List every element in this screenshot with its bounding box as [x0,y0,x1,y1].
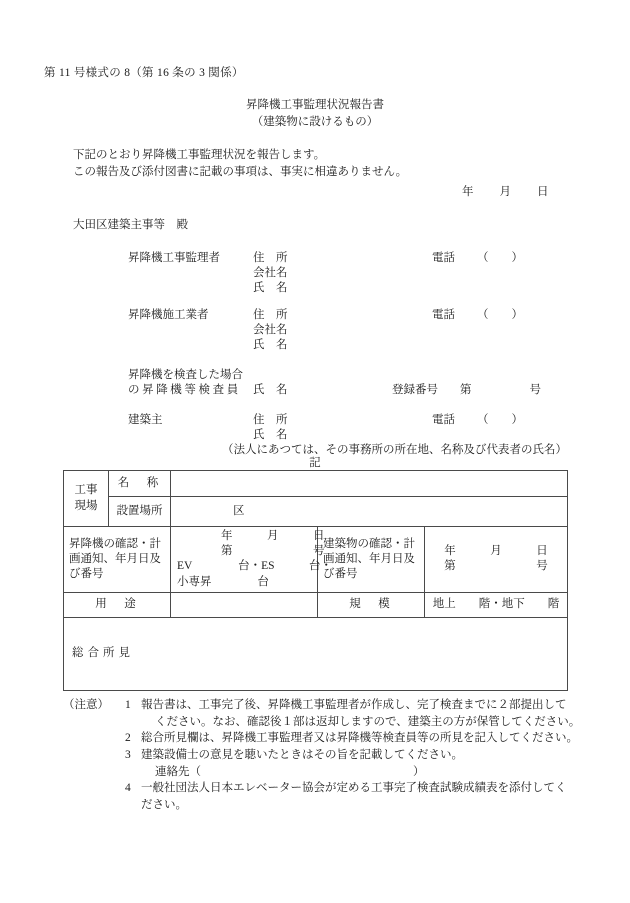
inspector-role-label-line1: 昇降機を検査した場合 [128,369,243,381]
date-year-label: 年 [462,186,474,198]
ki-mark: 記 [309,457,321,469]
owner-role-label: 建築主 [128,414,163,426]
owner-corporate-note: （法人にあつては、その事務所の所在地、名称及び代表者の氏名） [222,444,567,456]
scale-label-cell [318,592,425,617]
contractor-tel-label: 電話 [432,309,455,321]
supervisor-address-label: 住 所 [253,252,288,264]
date-line [462,183,549,199]
site-place-label-cell [109,497,171,527]
addressee: 大田区建築主事等 殿 [73,219,188,231]
owner-tel-parens: （ ） [477,414,523,426]
intro-line-2: この報告及び添付図書に記載の事項は、事実に相違ありません。 [73,166,408,178]
intro-line-1: 下記のとおり昇降機工事監理状況を報告します。 [73,149,326,161]
contact-label: 連絡先（ [155,765,201,778]
date-month-label: 月 [499,186,511,198]
use-label-cell [64,592,171,617]
note-item [63,730,593,747]
form-number: 第 11 号様式の 8（第 16 条の 3 関係） [44,67,244,79]
supervisor-company-label: 会社名 [253,267,288,279]
supervisor-name-label: 氏 名 [253,282,288,294]
note-number: 4 [125,782,131,795]
site-place-value: 区 [233,504,245,517]
overall-opinion-cell[interactable] [64,617,568,690]
building-number-line: 第 号 [444,560,548,573]
note-text: 総合所見欄は、昇降機工事監理者又は昇降機等検査員等の所見を記入してください。 [141,732,578,745]
note-continuation: ください。なお、確認後１部は返却しますので、建築主の方が保管してください。 [155,715,581,728]
contractor-name-label: 氏 名 [253,339,288,351]
contractor-tel [432,306,523,322]
note-text: 報告書は、工事完了後、昇降機工事監理者が作成し、完了検査までに２部提出して [141,699,567,711]
notes-section [63,697,593,814]
site-name-label: 名 称 [117,476,162,489]
elevator-approval-value-cell[interactable] [171,527,333,593]
document-title: 昇降機工事監理状況報告書 [246,99,384,111]
site-label-cell [64,471,109,527]
inspector-registration [392,381,541,397]
contact-line [63,764,593,781]
note-item [63,780,593,797]
contact-close-paren: ） [413,765,425,778]
building-approval-label-cell [318,527,425,593]
scale-label: 規 模 [349,598,393,611]
owner-address-label: 住 所 [253,414,288,426]
note-text: 建築設備士の意見を聴いたときはその旨を記載してください。 [141,749,463,762]
supervisor-tel [432,249,523,265]
contractor-tel-parens: （ ） [477,309,523,321]
contractor-company-label: 会社名 [253,324,288,336]
supervisor-tel-label: 電話 [432,252,455,264]
site-place-value-cell[interactable] [171,497,568,527]
note-item [63,697,593,714]
document-subtitle: （建築物に設けるもの） [251,116,379,128]
scale-value-cell[interactable] [425,592,568,617]
note-continuation: ださい。 [141,799,187,812]
table-row-site-place [64,497,568,527]
owner-tel-label: 電話 [432,414,455,426]
site-label: 工事 現場 [74,484,98,512]
date-day-label: 日 [537,186,549,198]
contractor-address-label: 住 所 [253,309,288,321]
site-name-value-cell[interactable] [171,471,568,497]
note-text: 一般社団法人日本エレベーター協会が定める工事完了検査試験成績表を添付してく [141,782,567,795]
building-date-line: 年 月 日 [444,545,548,558]
table-row-site-name [64,471,568,497]
table-row-overall-opinion [64,617,568,690]
contractor-role-label: 昇降機施工業者 [128,309,209,321]
note-number: 2 [125,732,131,745]
note-number: 1 [125,699,131,711]
elevator-ev-line: EV 台・ES 台・ [177,560,333,573]
owner-name-label: 氏 名 [253,429,288,441]
use-value-cell[interactable] [171,592,318,617]
elevator-date-line: 年 月 日 [221,530,325,542]
elevator-small-line: 小専昇 台 [177,575,269,588]
owner-tel [432,411,523,427]
supervisor-tel-parens: （ ） [477,252,523,264]
use-label: 用 途 [95,598,139,611]
note-number: 3 [125,749,131,762]
note-item [63,747,593,764]
elevator-approval-label-cell [64,527,171,593]
elevator-number-line: 第 号 [221,545,325,558]
inspector-name-label: 氏 名 [253,384,288,396]
scale-value: 地上 階・地下 階 [432,598,560,611]
table-row-use-scale [64,592,568,617]
overall-opinion-label: 総合所見 [72,647,134,660]
building-approval-value-cell[interactable] [425,527,568,593]
inspector-registration-gou: 号 [529,384,541,396]
main-form-table [63,470,568,691]
inspector-registration-dai: 第 [460,384,472,396]
elevator-approval-label: 昇降機の確認・計 画通知、年月日及 び番号 [69,537,161,580]
notes-keyword: （注意） [63,699,109,711]
supervisor-role-label: 昇降機工事監理者 [128,252,220,264]
table-row-approvals [64,527,568,593]
inspector-registration-label: 登録番号 [392,384,438,396]
inspector-role-label-line2: の昇降機等検査員 [128,384,241,396]
building-approval-label: 建築物の確認・計 画通知、年月日及 び番号 [323,537,415,580]
site-name-label-cell [109,471,171,497]
site-place-label: 設置場所 [116,504,163,517]
